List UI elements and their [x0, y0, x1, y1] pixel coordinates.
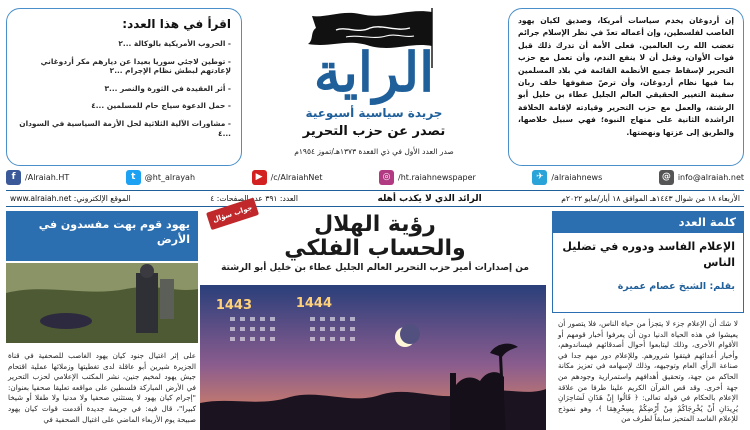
left-story — [6, 211, 198, 430]
story-photo — [6, 263, 198, 343]
social-instagram[interactable] — [379, 170, 476, 185]
social-telegram[interactable] — [532, 170, 602, 185]
story-body: على إثر اغتيال جنود كيان يهود الغاصب للصحفية في قناة الجزيرة شيرين أبو عاقلة لدى تغطيتها وزملائها عملية اقتحام جيش يهود لمخيم جنين، نشر المكتب الإعلامي لحزب التحرير في الأرض المباركة فلسطين على مواقعه تعليقا صحفيا بعنوان: "إجرام كيان يهود لا يستثني صحفيا ولا مدنيا ولا طفلا أو شيخا كبيرا"، قال فيه: في جريمة جديدة أقدمت قوات كيان يهود صبيحة يوم الأربعاء الماضي على اغتيال الصحفية في — [8, 351, 196, 424]
paper-subtitle: جريدة سياسية أسبوعية — [305, 106, 443, 120]
issue-meta-bar — [6, 190, 744, 207]
toc-item[interactable]: - حمل الدعوة سياج حام للمسلمين ...٤ — [91, 101, 231, 111]
toc-item[interactable]: - مشاورات الآلية الثلاثية لحل الأزمة السياسية في السودان ...٤ — [19, 118, 231, 138]
social-label: @ht_alrayah — [144, 172, 196, 182]
social-facebook[interactable] — [6, 170, 69, 185]
word-of-issue — [552, 211, 744, 430]
facebook-icon: f — [6, 170, 21, 185]
feature-article — [204, 203, 546, 430]
toc-item[interactable]: - توطين لاجئي سوريا بعيدا عن ديارهم مكر أردوغاني لإعادتهم لبطش نظام الإجرام ...٢ — [40, 56, 231, 76]
twitter-icon: t — [126, 170, 141, 185]
website-link[interactable]: الموقع الإلكتروني: www.alraiah.net — [10, 194, 131, 203]
slogan: الرائد الذي لا يكذب أهله — [377, 193, 482, 204]
publisher-line: تصدر عن حزب التحرير — [302, 124, 446, 139]
article-body: لا شك أن الإعلام جزء لا يتجزأ من حياة الناس، فلا يتصور أن يعيشوا في هذه الحياة الدنيا دون أن يعرفوا أخبار قومهم أو الأقوام الأخرى، وذلك ليتابعوا أحوال أصدقائهم فيساندوهم، وأخبار أعدائهم فيتقوا شرورهم. وللإعلام دور مهم جدا في صناعة الرأي العام وتوجيهه، وذلك لإسهامه في تعزيز مكانة الحاكم من جهة، وتحقيق أهدافهم واستمرارية وجودهم من جهة أخرى. وقد قص القرآن الكريم علينا طرفا من علاقة الإعلام بالحكام في قوله تعالى: ﴿ قَالُوا إِنْ هَذَانِ لَسَاحِرَانِ يُرِيدَانِ أَنْ يُخْرِجَاكُمْ مِنْ أَرْضِكُمْ بِسِحْرِهِمَا ﴾، وهو نموذج للإعلام الفاسد المتحيز سابقاً لطرف من — [558, 319, 738, 424]
founded-line: صدر العدد الأول في ذي القعدة ١٣٧٣هـ/تموز ١٩٥٤م — [294, 147, 454, 156]
year-label-1443: 1443 — [215, 298, 252, 313]
section-header: كلمة العدد — [552, 211, 744, 233]
toc-list — [17, 39, 231, 138]
issue-date: الأربعاء ١٨ من شوال ١٤٤٣هـ الموافق ١٨ أيار/مايو ٢٠٢٢م — [561, 194, 740, 203]
intro-text: إن أردوغان يخدم سياسات أمريكا، وصديق لكيان يهود الغاصب لفلسطين، وإن أعماله تعدّ في نظر الإسلام جرائم تغضب الله رب العالمين. فعلى الأمة أن تدرك ذلك قبل فوات الأوان، وقبل أن لا ينفع الندم، وأن تعمل مع حزب التحرير لإسقاط جميع الأنظمة القائمة في بلاد المسلمين بما فيها نظام أردوغان، وأن ترصّ صفوفها خلف ربان سفينة التغيير الحقيقي العالم الجليل عطاء بن خليل أبو الرشتة، والعمل مع حزب التحرير وقيادته لإقامة الخلافة الراشدة الثانية على منهاج النبوة؛ فهي سبيل خلاصها، والطريق إلى عزتها ونهضتها. — [518, 16, 734, 137]
feature-title-line: رؤية الهلال — [314, 212, 436, 237]
article-title[interactable]: الإعلام الفاسد ودوره في تضليل الناس — [562, 240, 735, 269]
year-label-1444: 1444 — [295, 296, 332, 311]
feature-title-line: والحساب الفلكي — [284, 236, 466, 261]
toc-item[interactable]: - أثر العقيدة في الثورة والنصر ...٣ — [104, 83, 231, 93]
crescent-calendar-image — [200, 285, 546, 430]
social-label: /Alraiah.HT — [25, 172, 70, 182]
issue-number: العدد: ٣٩١ عدد الصفحات: ٤ — [210, 194, 298, 203]
mail-icon: @ — [659, 170, 674, 185]
category-badge: جواب سؤال — [206, 198, 259, 231]
masthead — [248, 4, 500, 168]
social-strip — [6, 167, 744, 187]
social-label: info@alraiah.net — [677, 172, 744, 182]
social-youtube[interactable] — [252, 170, 323, 185]
instagram-icon: ◎ — [379, 170, 394, 185]
intro-box — [508, 8, 744, 166]
article-author: بقلم: الشيخ عصام عميرة — [617, 281, 735, 292]
social-label: /ht.raiahnewspaper — [398, 172, 476, 182]
toc-item[interactable]: - الحروب الأمريكية بالوكالة ...٢ — [118, 39, 231, 48]
word-title-box — [552, 233, 744, 313]
feature-title[interactable] — [204, 211, 546, 261]
feature-subtitle: من إصدارات أمير حزب التحرير العالم الجليل عطاء بن خليل أبو الرشتة — [221, 263, 529, 273]
social-label: /c/AlraiahNet — [270, 172, 323, 182]
social-label: /alraiahnews — [551, 172, 603, 182]
toc-title: اقرأ في هذا العدد: — [122, 17, 231, 31]
social-mail[interactable] — [659, 170, 744, 185]
telegram-icon: ✈ — [532, 170, 547, 185]
youtube-icon: ▶ — [252, 170, 267, 185]
brand-logo: الراية — [313, 40, 435, 104]
story-headline[interactable]: يهود قوم بهت مفسدون في الأرض — [6, 211, 198, 261]
toc-box — [6, 8, 242, 166]
social-twitter[interactable] — [126, 170, 195, 185]
